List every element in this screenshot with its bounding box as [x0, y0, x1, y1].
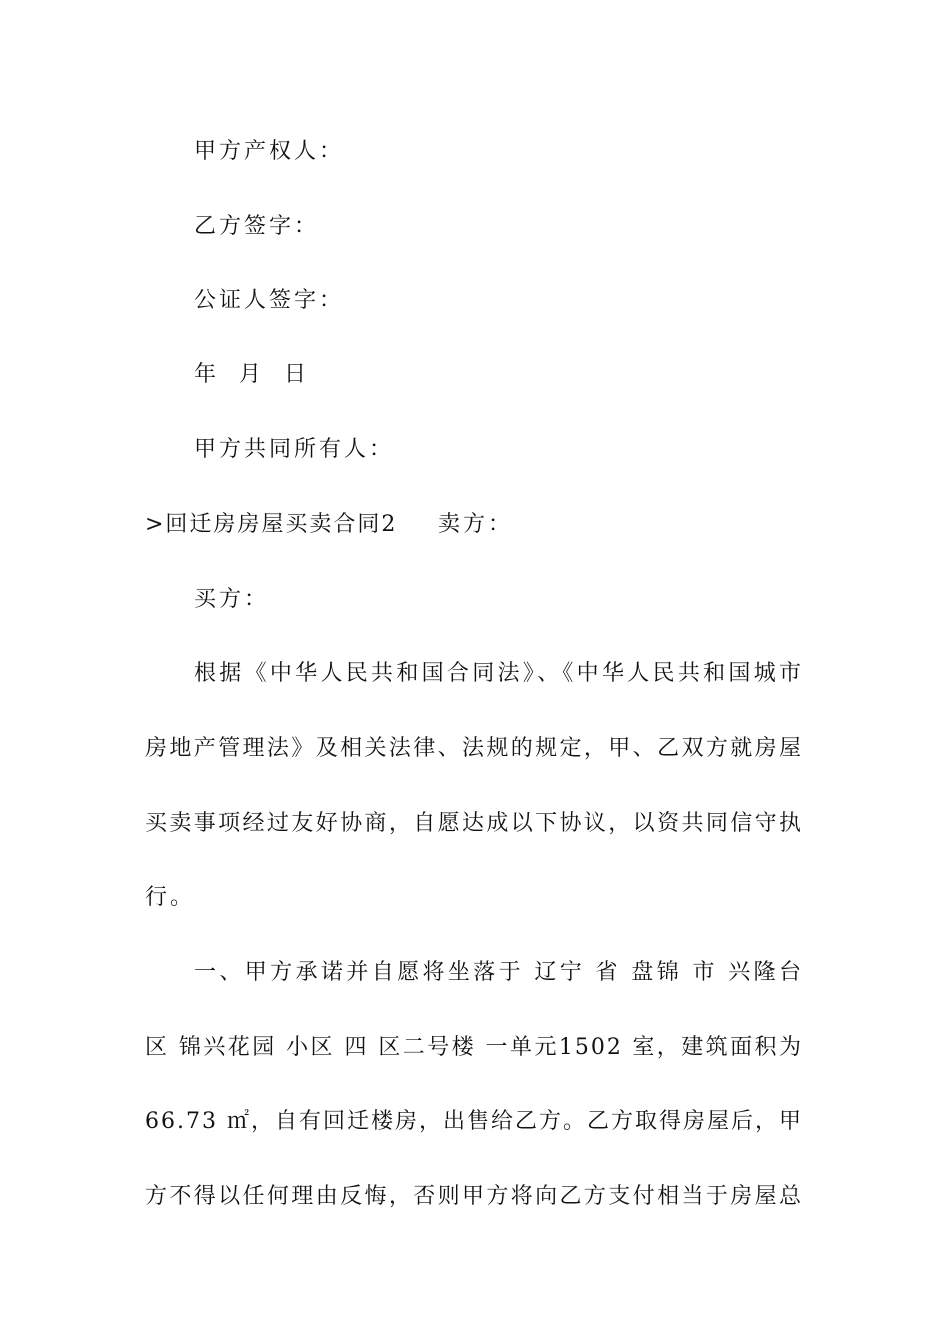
- clause-line: 方不得以任何理由反悔，否则甲方将向乙方支付相当于房屋总: [145, 1184, 803, 1209]
- seller-label: 卖方：: [438, 512, 514, 537]
- party-a-owner-label: 甲方产权人：: [194, 139, 345, 164]
- preamble-line: 房地产管理法》及相关法律、法规的规定，甲、乙双方就房屋: [145, 736, 803, 761]
- party-b-signature-label: 乙方签字：: [194, 214, 320, 239]
- party-a-co-owner-label: 甲方共同所有人：: [194, 437, 395, 462]
- clause-line: 一、甲方承诺并自愿将坐落于 辽宁 省 盘锦 市 兴隆台: [194, 960, 803, 985]
- notary-signature-label: 公证人签字：: [194, 288, 345, 313]
- clause-line: 66.73 ㎡，自有回迁楼房，出售给乙方。乙方取得房屋后，甲: [145, 1109, 803, 1134]
- contract-heading: >回迁房房屋买卖合同2: [145, 512, 398, 537]
- date-line: 年 月 日: [194, 362, 309, 387]
- buyer-label: 买方：: [194, 587, 270, 612]
- preamble-line: 行。: [145, 885, 196, 910]
- clause-line: 区 锦兴花园 小区 四 区二号楼 一单元1502 室，建筑面积为: [145, 1035, 803, 1060]
- preamble-line: 买卖事项经过友好协商，自愿达成以下协议，以资共同信守执: [145, 811, 803, 836]
- preamble-line: 根据《中华人民共和国合同法》、《中华人民共和国城市: [194, 661, 803, 686]
